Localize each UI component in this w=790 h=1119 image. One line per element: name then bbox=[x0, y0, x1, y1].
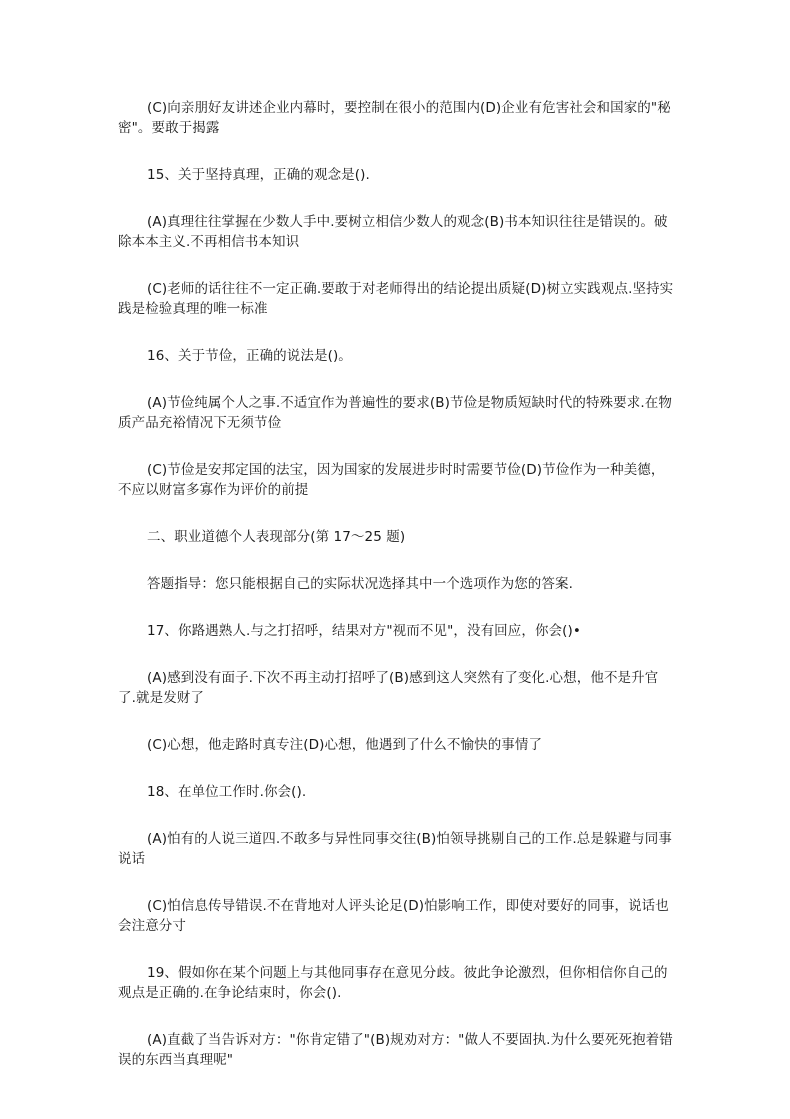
option-c-d-q18: (C)怕信息传导错误.不在背地对人评头论足(D)怕影响工作，即使对要好的同事，说话也会注意分寸 bbox=[118, 898, 669, 934]
section-heading: 二、职业道德个人表现部分(第 17～25 题) bbox=[147, 529, 406, 545]
question-16: 16、关于节俭，正确的说法是()。 bbox=[147, 348, 352, 364]
option-a-b-q17: (A)感到没有面子.下次不再主动打招呼了(B)感到这人突然有了变化.心想，他不是升官了.就是发财了 bbox=[118, 670, 659, 706]
question-17: 17、你路遇熟人.与之打招呼，结果对方"视而不见"，没有回应，你会()• bbox=[147, 623, 581, 639]
document-page bbox=[118, 98, 674, 1070]
option-a-b-q15: (A)真理往往掌握在少数人手中.要树立相信少数人的观念(B)书本知识往往是错误的。破除本本主义.不再相信书本知识 bbox=[118, 214, 668, 250]
option-a-b-q16: (A)节俭纯属个人之事.不适宜作为普遍性的要求(B)节俭是物质短缺时代的特殊要求.在物质产品充裕情况下无须节俭 bbox=[118, 395, 672, 431]
question-18: 18、在单位工作时.你会(). bbox=[147, 784, 307, 800]
question-19: 19、假如你在某个问题上与其他同事存在意见分歧。彼此争论激烈，但你相信你自己的观点是正确的.在争论结束时，你会(). bbox=[118, 965, 668, 1001]
option-c-d-q16: (C)节俭是安邦定国的法宝，因为国家的发展进步时时需要节俭(D)节俭作为一种美德，不应以财富多寡作为评价的前提 bbox=[118, 462, 665, 498]
answer-instruction: 答题指导：您只能根据自己的实际状况选择其中一个选项作为您的答案. bbox=[147, 576, 573, 592]
option-a-b-q18: (A)怕有的人说三道四.不敢多与异性同事交往(B)怕领导挑剔自己的工作.总是躲避与同事说话 bbox=[118, 831, 672, 867]
option-c-d-q15: (C)老师的话往往不一定正确.要敢于对老师得出的结论提出质疑(D)树立实践观点.坚持实践是检验真理的唯一标准 bbox=[118, 281, 674, 317]
option-c-d-q14: (C)向亲朋好友讲述企业内幕时，要控制在很小的范围内(D)企业有危害社会和国家的"秘密"。要敢于揭露 bbox=[118, 100, 671, 136]
option-a-b-q19: (A)直截了当告诉对方："你肯定错了"(B)规劝对方："做人不要固执.为什么要死死抱着错误的东西当真理呢" bbox=[118, 1032, 673, 1068]
option-c-d-q17: (C)心想，他走路时真专注(D)心想，他遇到了什么不愉快的事情了 bbox=[147, 737, 543, 753]
question-15: 15、关于坚持真理，正确的观念是(). bbox=[147, 167, 370, 183]
